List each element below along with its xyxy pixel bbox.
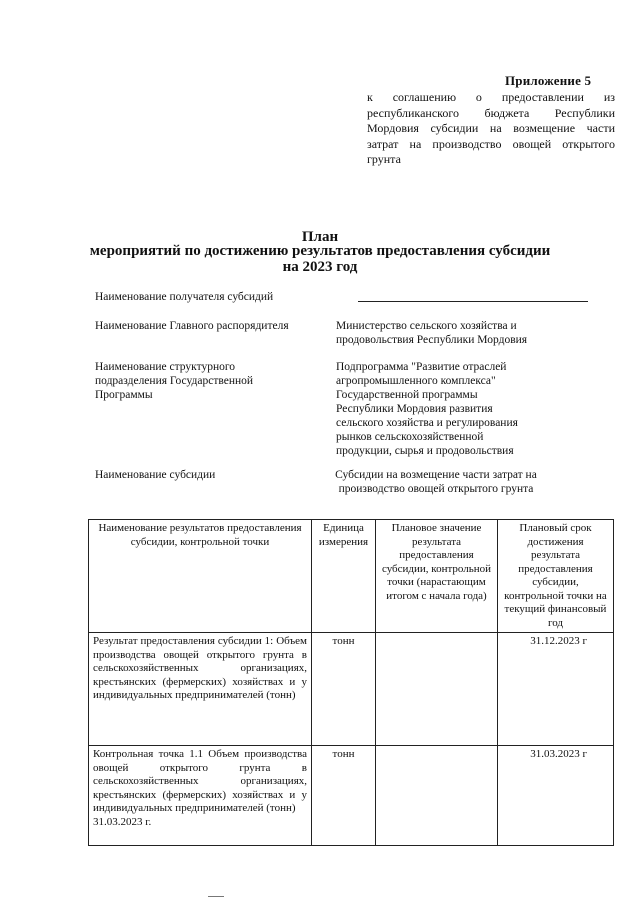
subsidy-label: Наименование субсидии bbox=[95, 469, 216, 481]
checkpoint-name: Контрольная точка 1.1 Объем производства овощей открытого грунта в сельскохозяйственных организациях, крестьянских (фермерских) хозяйствах и у индивидуальных предпринимателей (тонн) bbox=[93, 748, 307, 814]
chief-manager-value: Министерство сельского хозяйства и продовольствия Республики Мордовия bbox=[336, 320, 528, 346]
appendix-title: Приложение 5 bbox=[505, 73, 592, 88]
checkpoint-name-cell bbox=[89, 746, 312, 846]
unit-cell: тонн bbox=[312, 746, 376, 846]
plan-title: План bbox=[301, 229, 339, 245]
structural-unit-value: Подпрограмма "Развитие отраслей агропромышленного комплекса" Государственной программы Республики Мордовия развития сельского хозяйства и регулирования рынков сельскохозяйственной продукции, сырья и продовольствия bbox=[336, 361, 518, 457]
deadline-cell: 31.12.2023 г bbox=[498, 633, 614, 746]
header-result-name: Наименование результатов предоставления субсидии, контрольной точки bbox=[89, 520, 312, 633]
plan-value-cell bbox=[376, 633, 498, 746]
result-name-cell: Результат предоставления субсидии 1: Объем производства овощей открытого грунта в сельскохозяйственных организациях, крестьянских (фермерских) хозяйствах и у индивидуальных предпринимателей (тонн) bbox=[89, 633, 312, 746]
recipient-blank-line bbox=[358, 301, 588, 302]
deadline-cell: 31.03.2023 г bbox=[498, 746, 614, 846]
table-header-row bbox=[89, 520, 614, 633]
unit-cell: тонн bbox=[312, 633, 376, 746]
header-unit: Единица измерения bbox=[312, 520, 376, 633]
appendix-body: к соглашению о предоставлении из республиканского бюджета Республики Мордовия субсидии на возмещение части затрат на производство овощей открытого грунта bbox=[367, 90, 615, 166]
plan-value-cell bbox=[376, 746, 498, 846]
plan-subtitle: мероприятий по достижению результатов предоставления субсидии bbox=[89, 243, 551, 259]
chief-manager-label: Наименование Главного распорядителя bbox=[95, 320, 289, 332]
recipient-label: Наименование получателя субсидий bbox=[95, 291, 274, 303]
table-row bbox=[89, 633, 614, 746]
subsidy-value: Субсидии на возмещение части затрат на производство овощей открытого грунта bbox=[335, 469, 537, 495]
header-plan-value: Плановое значение результата предоставления субсидии, контрольной точки (нарастающим итогом с начала года) bbox=[376, 520, 498, 633]
header-deadline: Плановый срок достижения результата предоставления субсидии, контрольной точки на текущий финансовый год bbox=[498, 520, 614, 633]
structural-unit-label: Наименование структурного подразделения Государственной Программы bbox=[95, 361, 254, 401]
results-table bbox=[88, 519, 614, 846]
plan-year: на 2023 год bbox=[282, 259, 358, 275]
scan-artifact bbox=[208, 896, 224, 897]
table-row bbox=[89, 746, 614, 846]
checkpoint-date: 31.03.2023 г. bbox=[93, 815, 152, 828]
